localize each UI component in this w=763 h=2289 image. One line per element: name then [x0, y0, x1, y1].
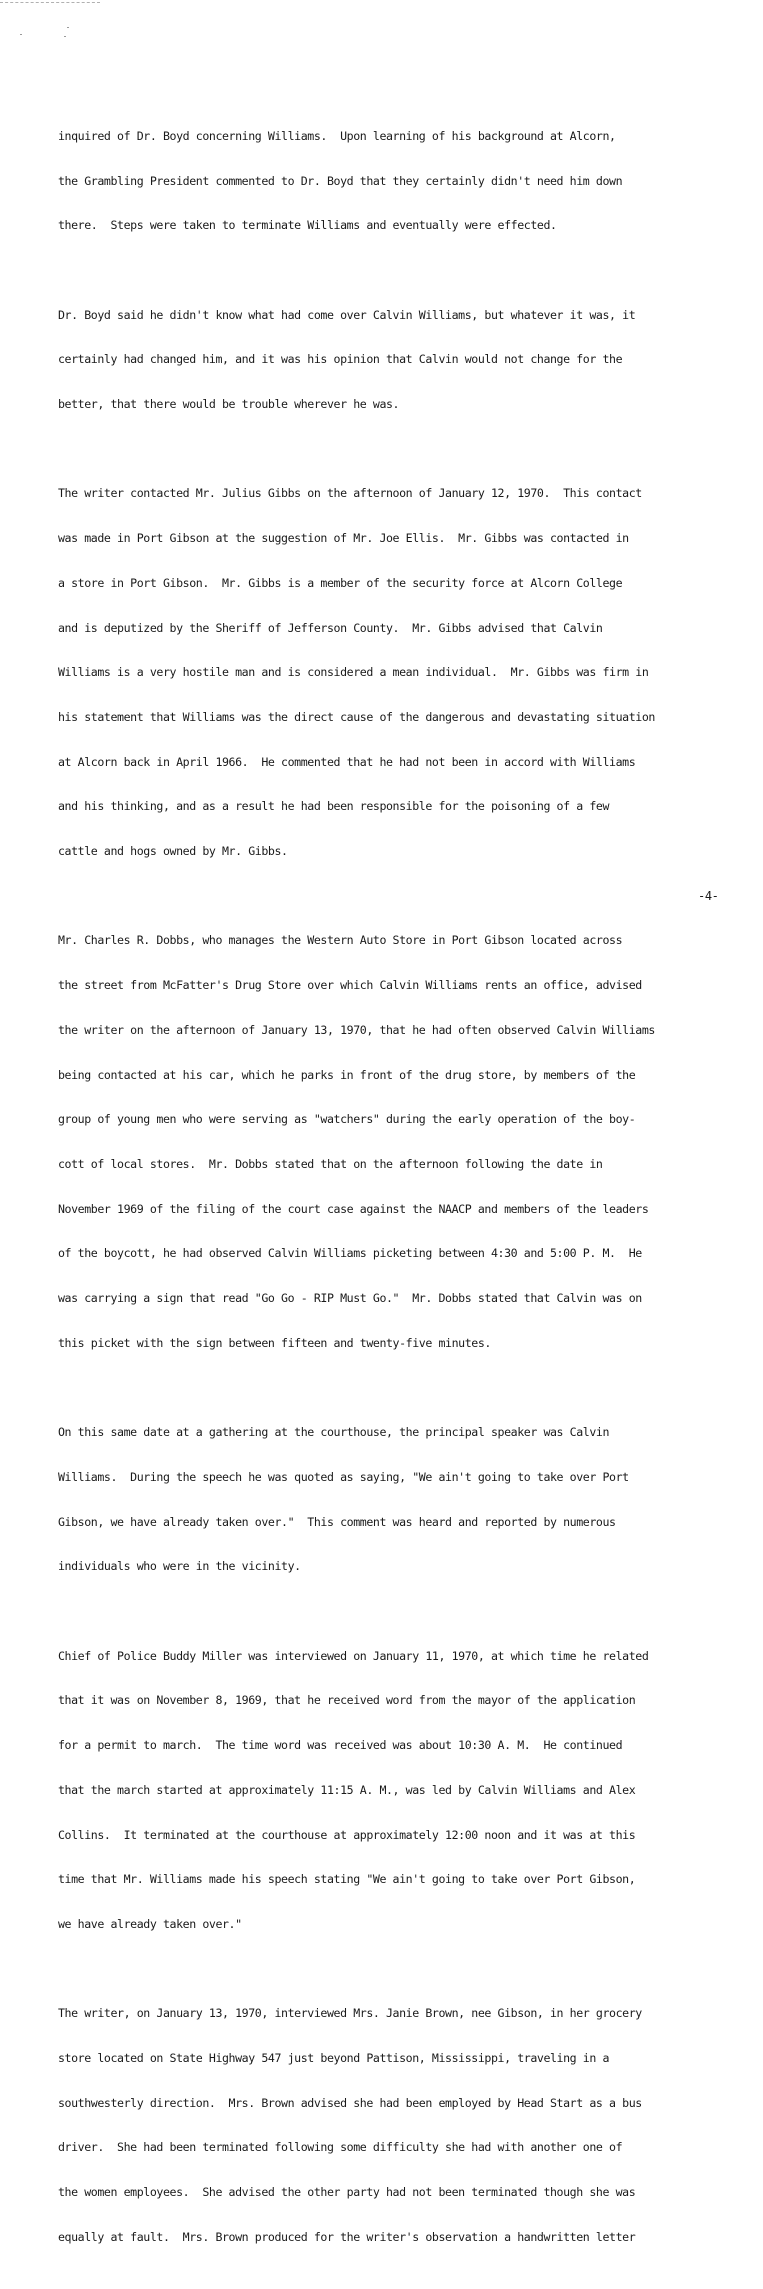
text-line: Chief of Police Buddy Miller was interviewed on January 11, 1970, at which time he related	[58, 1648, 649, 1663]
text-line: Williams. During the speech he was quoted as saying, "We ain't going to take over Port	[58, 1469, 629, 1484]
text-line: at Alcorn back in April 1966. He commented that he had not been in accord with Williams	[58, 754, 636, 769]
text-line: that the march started at approximately 11:15 A. M., was led by Calvin Williams and Alex	[58, 1782, 636, 1797]
paragraph-charles-dobbs	[58, 904, 758, 1381]
text-line: the street from McFatter's Drug Store over which Calvin Williams rents an office, advised	[58, 978, 642, 993]
text-line: there. Steps were taken to terminate Williams and eventually were effected.	[58, 218, 557, 233]
text-line: we have already taken over."	[58, 1916, 242, 1931]
text-line: cattle and hogs owned by Mr. Gibbs.	[58, 844, 288, 859]
document-body	[58, 99, 758, 2289]
text-line: Dr. Boyd said he didn't know what had come over Calvin Williams, but whatever it was, it	[58, 307, 636, 322]
paragraph-janie-brown	[58, 1977, 758, 2275]
text-line: that it was on November 8, 1969, that he received word from the mayor of the application	[58, 1693, 636, 1708]
text-line: On this same date at a gathering at the courthouse, the principal speaker was Calvin	[58, 1425, 610, 1440]
text-line: the women employees. She advised the other party had not been terminated though she was	[58, 2185, 636, 2200]
scan-speck	[67, 27, 69, 28]
paragraph-buddy-miller	[58, 1619, 758, 1962]
text-line: Gibson, we have already taken over." This comment was heard and reported by numerous	[58, 1514, 616, 1529]
paragraph-dr-boyd-inquiry	[58, 99, 758, 263]
text-line: group of young men who were serving as "watchers" during the early operation of the boy-	[58, 1112, 636, 1127]
text-line: the writer on the afternoon of January 13, 1970, that he had often observed Calvin Williams	[58, 1022, 655, 1037]
text-line: certainly had changed him, and it was his opinion that Calvin would not change for the	[58, 352, 623, 367]
text-line: being contacted at his car, which he parks in front of the drug store, by members of the	[58, 1067, 636, 1082]
scan-edge-line	[0, 2, 100, 3]
text-line: for a permit to march. The time word was received was about 10:30 A. M. He continued	[58, 1738, 623, 1753]
text-line: The writer, on January 13, 1970, interviewed Mrs. Janie Brown, nee Gibson, in her grocery	[58, 2006, 642, 2021]
text-line: driver. She had been terminated following some difficulty she had with another one of	[58, 2140, 623, 2155]
text-line: southwesterly direction. Mrs. Brown advised she had been employed by Head Start as a bus	[58, 2095, 642, 2110]
text-line: The writer contacted Mr. Julius Gibbs on the afternoon of January 12, 1970. This contact	[58, 486, 642, 501]
text-line: of the boycott, he had observed Calvin Williams picketing between 4:30 and 5:00 P. M. He	[58, 1246, 642, 1261]
text-line: inquired of Dr. Boyd concerning Williams. Upon learning of his background at Alcorn,	[58, 128, 616, 143]
paragraph-dr-boyd-opinion	[58, 278, 758, 442]
text-line: equally at fault. Mrs. Brown produced for the writer's observation a handwritten letter	[58, 2229, 636, 2244]
text-line: was made in Port Gibson at the suggestion of Mr. Joe Ellis. Mr. Gibbs was contacted in	[58, 531, 629, 546]
page-number: -4-	[698, 889, 719, 903]
text-line: the Grambling President commented to Dr. Boyd that they certainly didn't need him down	[58, 173, 623, 188]
paragraph-courthouse-speech	[58, 1395, 758, 1604]
text-line: a store in Port Gibson. Mr. Gibbs is a member of the security force at Alcorn College	[58, 575, 623, 590]
text-line: his statement that Williams was the direct cause of the dangerous and devastating situation	[58, 709, 655, 724]
text-line: and is deputized by the Sheriff of Jefferson County. Mr. Gibbs advised that Calvin	[58, 620, 603, 635]
scan-speck	[20, 34, 22, 35]
text-line: individuals who were in the vicinity.	[58, 1559, 301, 1574]
text-line: was carrying a sign that read "Go Go - RIP Must Go." Mr. Dobbs stated that Calvin was on	[58, 1291, 642, 1306]
text-line: Mr. Charles R. Dobbs, who manages the Western Auto Store in Port Gibson located across	[58, 933, 623, 948]
text-line: and his thinking, and as a result he had been responsible for the poisoning of a few	[58, 799, 610, 814]
text-line: store located on State Highway 547 just beyond Pattison, Mississippi, traveling in a	[58, 2051, 610, 2066]
paragraph-julius-gibbs	[58, 457, 758, 889]
scan-speck	[64, 36, 66, 37]
text-line: Williams is a very hostile man and is considered a mean individual. Mr. Gibbs was firm in	[58, 665, 649, 680]
text-line: November 1969 of the filing of the court case against the NAACP and members of the leaders	[58, 1201, 649, 1216]
text-line: cott of local stores. Mr. Dobbs stated that on the afternoon following the date in	[58, 1156, 603, 1171]
text-line: time that Mr. Williams made his speech stating "We ain't going to take over Port Gibson,	[58, 1872, 636, 1887]
text-line: Collins. It terminated at the courthouse at approximately 12:00 noon and it was at this	[58, 1827, 636, 1842]
text-line: better, that there would be trouble wherever he was.	[58, 397, 400, 412]
text-line: this picket with the sign between fifteen and twenty-five minutes.	[58, 1335, 491, 1350]
